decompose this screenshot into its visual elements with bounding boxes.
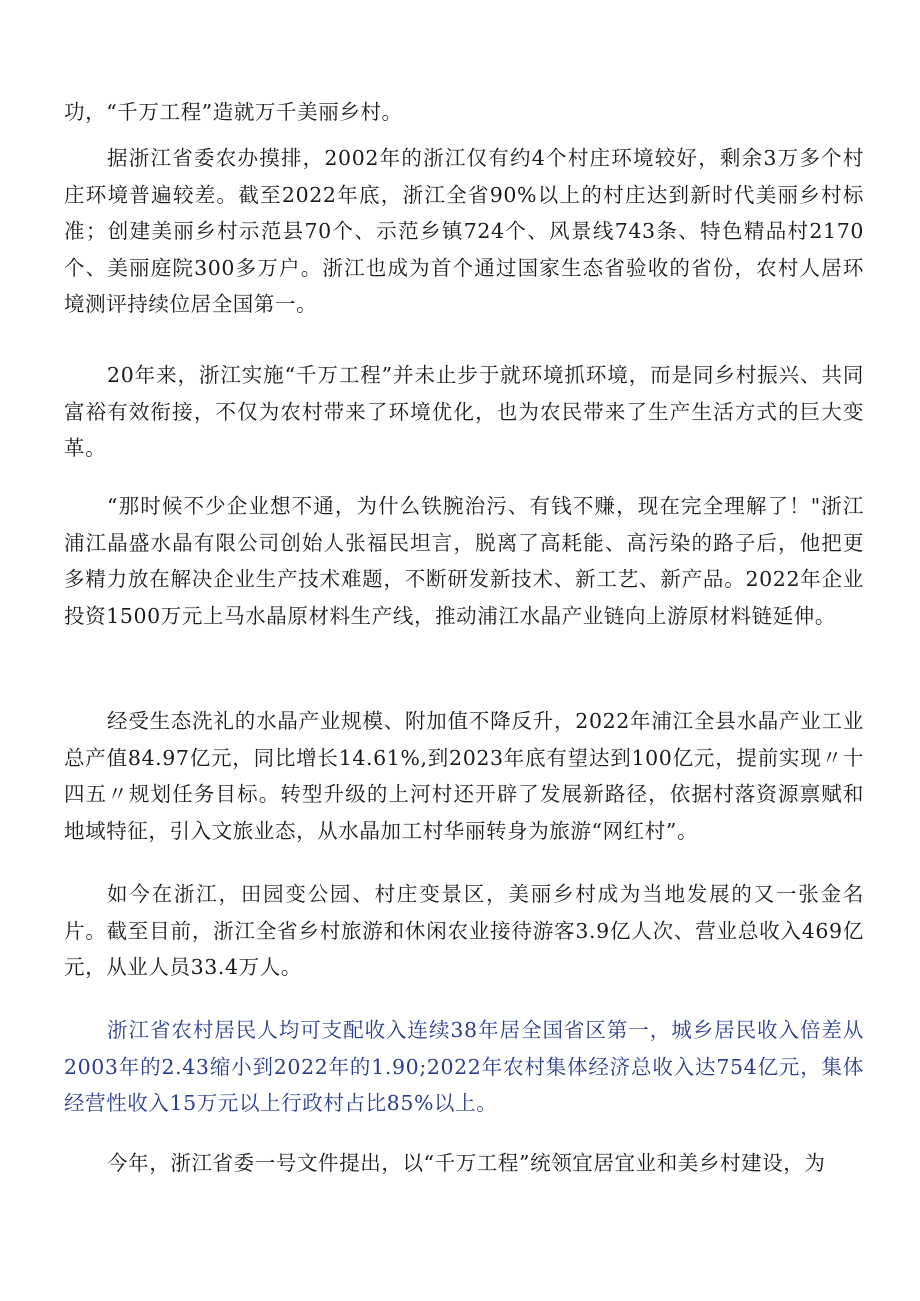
- paragraph-2: 据浙江省委农办摸排，2002年的浙江仅有约4个村庄环境较好，剩余3万多个村庄环境普遍较差。截至2022年底，浙江全省90%以上的村庄达到新时代美丽乡村标准；创建美丽乡村示范县70个、示范乡镇724个、风景线743条、特色精品村2170个、美丽庭院300多万户。浙江也成为首个通过国家生态省验收的省份，农村人居环境测评持续位居全国第一。: [64, 146, 864, 316]
- paragraph-1: 功，“千万工程”造就万千美丽乡村。: [64, 100, 403, 124]
- paragraph-7-highlighted: 浙江省农村居民人均可支配收入连续38年居全国省区第一，城乡居民收入倍差从2003年的2.43缩小到2022年的1.90;2022年农村集体经济总收入达754亿元，集体经营性收入15万元以上行政村占比85%以上。: [64, 1018, 864, 1115]
- paragraph-4: “那时候不少企业想不通，为什么铁腕治污、有钱不赚，现在完全理解了！"浙江浦江晶盛水晶有限公司创始人张福民坦言，脱离了高耗能、高污染的路子后，他把更多精力放在解决企业生产技术难题，不断研发新技术、新工艺、新产品。2022年企业投资1500万元上马水晶原材料生产线，推动浦江水晶产业链向上游原材料链延伸。: [64, 494, 864, 628]
- paragraph-8: 今年，浙江省委一号文件提出，以“千万工程”统领宜居宜业和美乡村建设，为: [107, 1151, 826, 1175]
- paragraph-3: 20年来，浙江实施“千万工程”并未止步于就环境抓环境，而是同乡村振兴、共同富裕有效衔接，不仅为农村带来了环境优化，也为农民带来了生产生活方式的巨大变革。: [64, 363, 864, 460]
- paragraph-6: 如今在浙江，田园变公园、村庄变景区，美丽乡村成为当地发展的又一张金名片。截至目前，浙江全省乡村旅游和休闲农业接待游客3.9亿人次、营业总收入469亿元，从业人员33.4万人。: [64, 882, 864, 979]
- paragraph-5: 经受生态洗礼的水晶产业规模、附加值不降反升，2022年浦江全县水晶产业工业总产值84.97亿元，同比增长14.61%,到2023年底有望达到100亿元，提前实现〃十四五〃规划任务目标。转型升级的上河村还开辟了发展新路径，依据村落资源禀赋和地域特征，引入文旅业态，从水晶加工村华丽转身为旅游“网红村”。: [64, 709, 864, 843]
